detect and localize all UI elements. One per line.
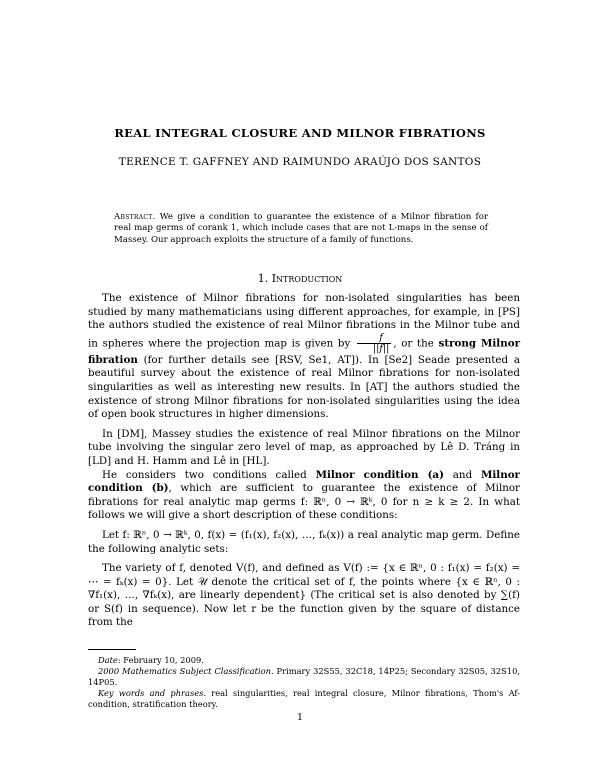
projection-fraction [357,333,391,354]
body-text [88,292,520,636]
paragraph-1-text-a: The existence of Milnor fibrations for non-isolated singularities has been studied by many mathematicians using different approaches, for example, in [PS] the authors studied the existence of real Milnor fibrations in the Milnor tube and in spheres where the projection map is given by [88,292,520,350]
footnote-date [88,655,520,666]
paragraph-1-text-b: , or the [393,337,434,350]
paragraph-3 [88,469,520,523]
milnor-condition-b-term: Milnor condition (b) [88,468,520,495]
footnote-msc [88,666,520,688]
paragraph-3-text-b: , which are sufficient to guarantee the existence of Milnor fibrations for real analytic map germs f: ℝⁿ, 0 → ℝᵏ, 0 for n ≥ k ≥ 2. In what follows we will give a short description of these conditions: [88,482,520,522]
paper-title: REAL INTEGRAL CLOSURE AND MILNOR FIBRATIONS [114,126,486,140]
footnote-keywords [88,688,520,710]
section-heading: 1. Introduction [257,272,343,285]
abstract-label: Abstract. [114,212,156,222]
milnor-condition-a-term: Milnor condition (a) [315,468,444,481]
date-label: Date [98,655,118,665]
abstract [114,212,488,246]
paper-authors: TERENCE T. GAFFNEY AND RAIMUNDO ARAÚJO DOS SANTOS [118,156,482,168]
abstract-text: We give a condition to guarantee the existence of a Milnor fibration for real map germs of corank 1, which include cases that are not L-maps in the sense of Massey. Our approach exploits the structure of a family of functions. [114,212,488,245]
paragraph-3-and: and [452,468,473,481]
msc-label: 2000 Mathematics Subject Classification. [98,666,274,676]
strong-milnor-fibration-term: strong Milnor fibration [88,337,521,366]
paragraph-1 [88,292,520,422]
paragraph-4: Let f: ℝⁿ, 0 → ℝᵏ, 0, f(x) = (f₁(x), f₂(x), …, fₖ(x)) a real analytic map germ. Define the following analytic sets: [88,528,520,555]
page-number: 1 [296,712,304,723]
paragraph-3-text-a: He considers two conditions called [102,468,307,481]
msc-value: Primary 32S55, 32C18, 14P25; Secondary 32S05, 32S10, 14P05. [88,666,520,687]
footnote-rule [88,649,136,650]
keywords-label: Key words and phrases. [98,688,207,698]
date-value: : February 10, 2009. [117,655,204,665]
paragraph-1-text-c: (for further details see [RSV, Se1, AT]). In [Se2] Seade presented a beautiful survey about the existence of real Milnor fibrations for non-isolated singularities as well as interesting new results. In [AT] the authors studied the existence of strong Milnor fibrations for non-isolated singularities using the idea of open book structures in higher dimensions. [88,353,520,421]
fraction-numerator: f [357,333,391,344]
footnotes [88,655,520,710]
fraction-denominator: ||f|| [372,342,390,354]
paragraph-5: The variety of f, denoted V(f), and defined as V(f) := {x ∈ ℝⁿ, 0 : f₁(x) = f₂(x) = ⋯ = fₖ(x) = 0}. Let 𝒰 denote the critical set of f, the points where {x ∈ ℝⁿ, 0 : ∇f₁(x), …, ∇fₖ(x), are linearly dependent} (The critical set is also denoted by ∑(f) or S(f) in sequence). Now let r be the function given by the square of distance from the [88,562,520,629]
keywords-value: real singularities, real integral closure, Milnor fibrations, Thom's Af-condition, stratification theory. [88,688,520,709]
paragraph-2: In [DM], Massey studies the existence of real Milnor fibrations on the Milnor tube involving the singular zero level of map, as approached by Lê D. Tráng in [LD] and H. Hamm and Lê in [HL]. [88,427,520,467]
